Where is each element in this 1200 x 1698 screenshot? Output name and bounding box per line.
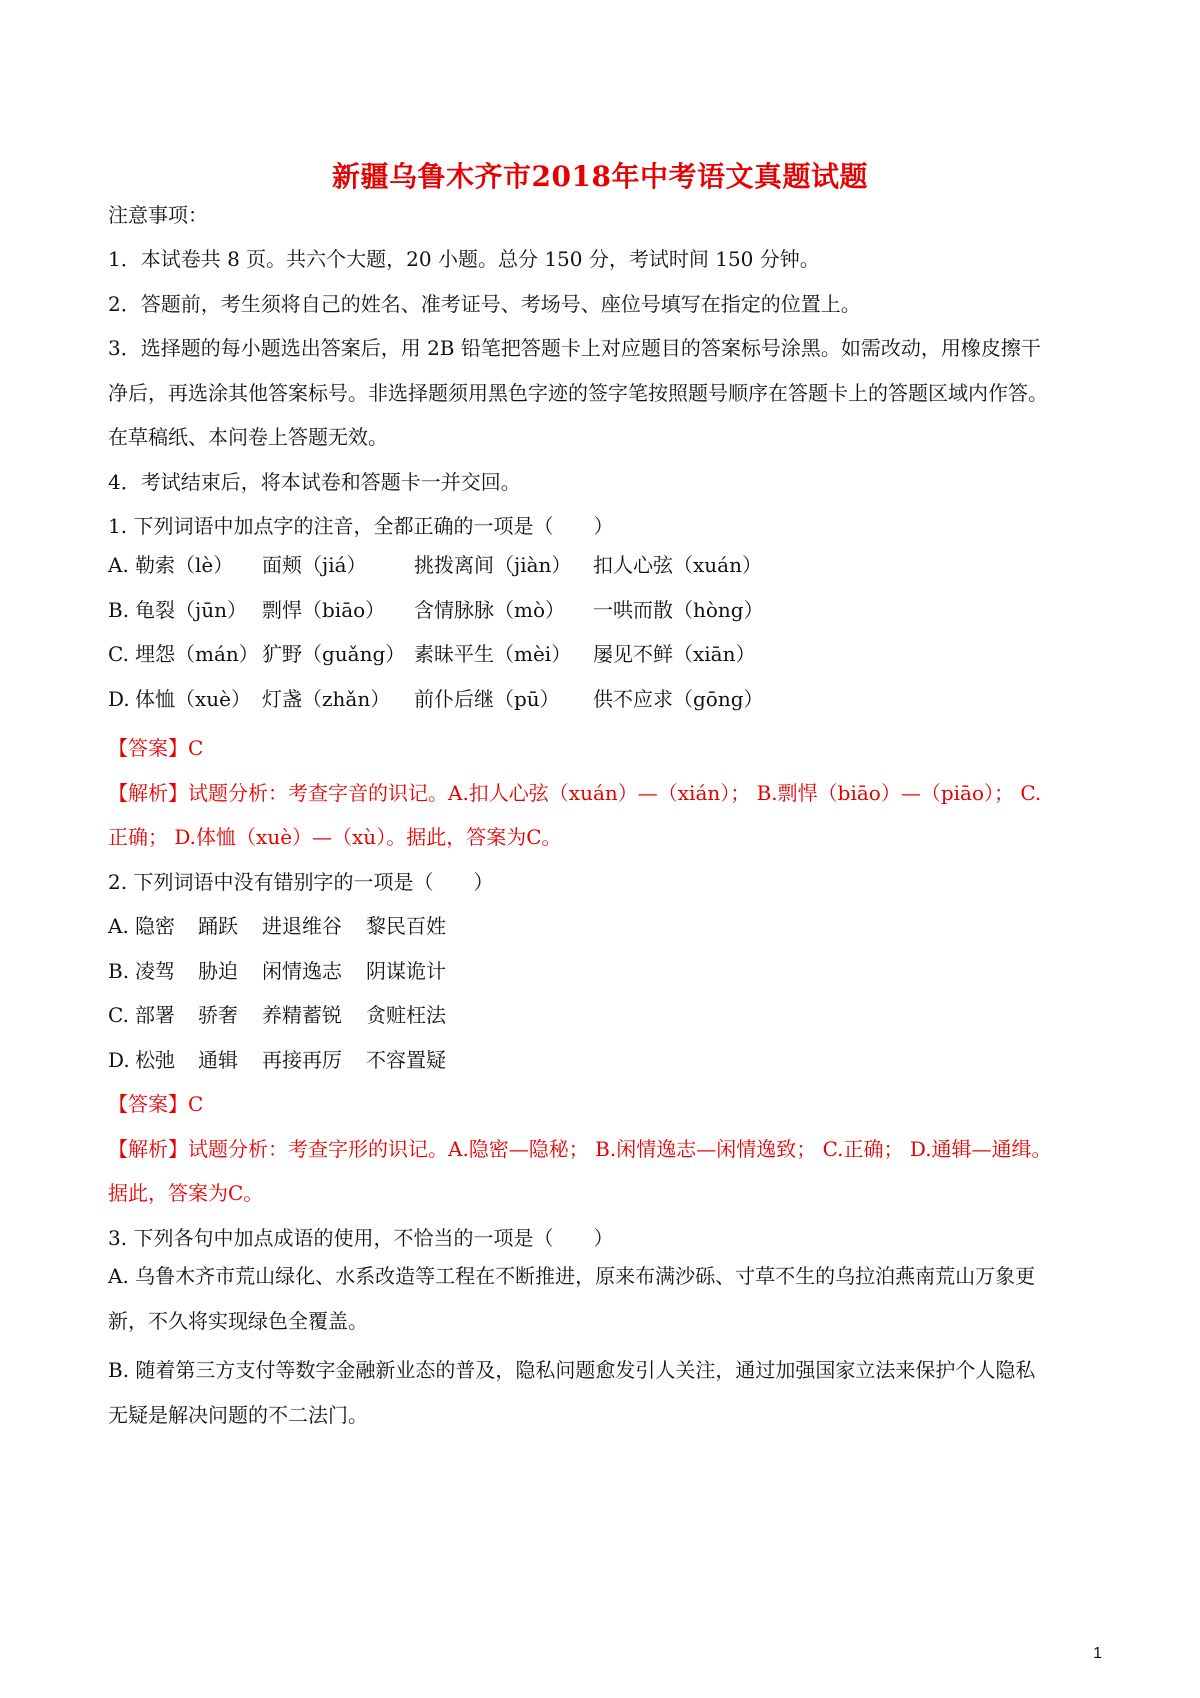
option-word: 含情脉脉（mò） <box>414 598 566 622</box>
analysis-text: 试题分析：考查字音的识记。A.扣人心弦（xuán）—（xián）； B.剽悍（biāo）—（piāo）； C. <box>188 781 1042 805</box>
option-label: A. <box>108 914 129 938</box>
option-label: D. <box>108 1048 130 1072</box>
q1-answer <box>108 735 203 761</box>
option-word: 不容置疑 <box>366 1048 446 1072</box>
option-word: 剽悍（biāo） <box>262 598 386 622</box>
analysis-tag: 【解析】 <box>108 781 188 805</box>
option-word: 骄奢 <box>198 1003 238 1027</box>
answer-tag: 【答案】 <box>108 1092 188 1116</box>
notice-item-3-end: 在草稿纸、本问卷上答题无效。 <box>108 425 388 449</box>
option-word: 一哄而散（hòng） <box>593 598 764 622</box>
option-word: 龟裂（jūn） <box>135 598 247 622</box>
notice-item-2: 2．答题前，考生须将自己的姓名、准考证号、考场号、座位号填写在指定的位置上。 <box>108 292 861 316</box>
answer-value: C <box>188 1092 204 1116</box>
option-word: 贪赃枉法 <box>366 1003 446 1027</box>
notice-item-1: 1．本试卷共 8 页。共六个大题，20 小题。总分 150 分，考试时间 150 分钟。 <box>108 247 820 271</box>
option-label: A. <box>108 553 129 577</box>
q3-option-b-cont: 无疑是解决问题的不二法门。 <box>108 1403 368 1427</box>
option-word: 素昧平生（mèi） <box>414 642 572 666</box>
notice-item-3-cont: 净后，再选涂其他答案标号。非选择题须用黑色字迹的签字笔按照题号顺序在答题卡上的答题区域内作答。 <box>108 381 1048 405</box>
option-label: C. <box>108 1003 129 1027</box>
option-label: C. <box>108 642 129 666</box>
option-word: 供不应求（gōng） <box>593 687 764 711</box>
q3-option-a: A. 乌鲁木齐市荒山绿化、水系改造等工程在不断推进，原来布满沙砾、寸草不生的乌拉泊燕南荒山万象更 <box>108 1264 1036 1288</box>
q1-stem: 1. 下列词语中加点字的注音，全都正确的一项是（ ） <box>108 514 614 538</box>
q2-answer <box>108 1091 203 1117</box>
notice-heading: 注意事项： <box>108 203 208 227</box>
option-word: 阴谋诡计 <box>366 959 446 983</box>
option-word: 进退维谷 <box>262 914 342 938</box>
option-word: 扣人心弦（xuán） <box>593 553 762 577</box>
option-word: 再接再厉 <box>262 1048 342 1072</box>
option-word: 胁迫 <box>198 959 238 983</box>
notice-item-3: 3．选择题的每小题选出答案后，用 2B 铅笔把答题卡上对应题目的答案标号涂黑。如需改动，用橡皮擦干 <box>108 336 1041 360</box>
page-number: 1 <box>1093 1645 1102 1662</box>
option-word: 犷野（guǎng） <box>262 642 406 666</box>
option-word: 勒索（lè） <box>135 553 234 577</box>
q3-option-b: B. 随着第三方支付等数字金融新业态的普及，隐私问题愈发引人关注，通过加强国家立法来保护个人隐私 <box>108 1358 1036 1382</box>
notice-item-4: 4．考试结束后，将本试卷和答题卡一并交回。 <box>108 470 521 494</box>
analysis-tag: 【解析】 <box>108 1137 188 1161</box>
q3-option-a-cont: 新，不久将实现绿色全覆盖。 <box>108 1309 368 1333</box>
answer-value: C <box>188 736 204 760</box>
option-word: 面颊（jiá） <box>262 553 367 577</box>
option-word: 屡见不鲜（xiān） <box>593 642 756 666</box>
option-word: 松弛 <box>135 1048 175 1072</box>
option-word: 闲情逸志 <box>262 959 342 983</box>
option-word: 隐密 <box>135 914 175 938</box>
q2-analysis <box>108 1136 1052 1162</box>
option-label: D. <box>108 687 130 711</box>
page-title: 新疆乌鲁木齐市2018年中考语文真题试题 <box>332 160 868 193</box>
option-label: B. <box>108 598 130 622</box>
q1-analysis <box>108 780 1041 806</box>
option-word: 体恤（xuè） <box>135 687 251 711</box>
q2-stem: 2. 下列词语中没有错别字的一项是（ ） <box>108 870 494 894</box>
option-word: 部署 <box>135 1003 175 1027</box>
option-label: B. <box>108 959 130 983</box>
q1-analysis-cont: 正确； D.体恤（xuè）—（xù）。据此，答案为C。 <box>108 825 562 849</box>
option-word: 养精蓄锐 <box>262 1003 342 1027</box>
option-word: 踊跃 <box>198 914 238 938</box>
option-word: 埋怨（mán） <box>135 642 259 666</box>
option-word: 通辑 <box>198 1048 238 1072</box>
q3-stem: 3. 下列各句中加点成语的使用，不恰当的一项是（ ） <box>108 1226 614 1250</box>
analysis-text: 试题分析：考查字形的识记。A.隐密—隐秘； B.闲情逸志—闲情逸致； C.正确； D.通辑—通缉。 <box>188 1137 1052 1161</box>
q2-analysis-cont: 据此，答案为C。 <box>108 1181 264 1205</box>
option-word: 灯盏（zhǎn） <box>262 687 391 711</box>
option-word: 凌驾 <box>135 959 175 983</box>
option-word: 前仆后继（pū） <box>414 687 560 711</box>
answer-tag: 【答案】 <box>108 736 188 760</box>
option-word: 挑拨离间（jiàn） <box>414 553 572 577</box>
option-word: 黎民百姓 <box>366 914 446 938</box>
